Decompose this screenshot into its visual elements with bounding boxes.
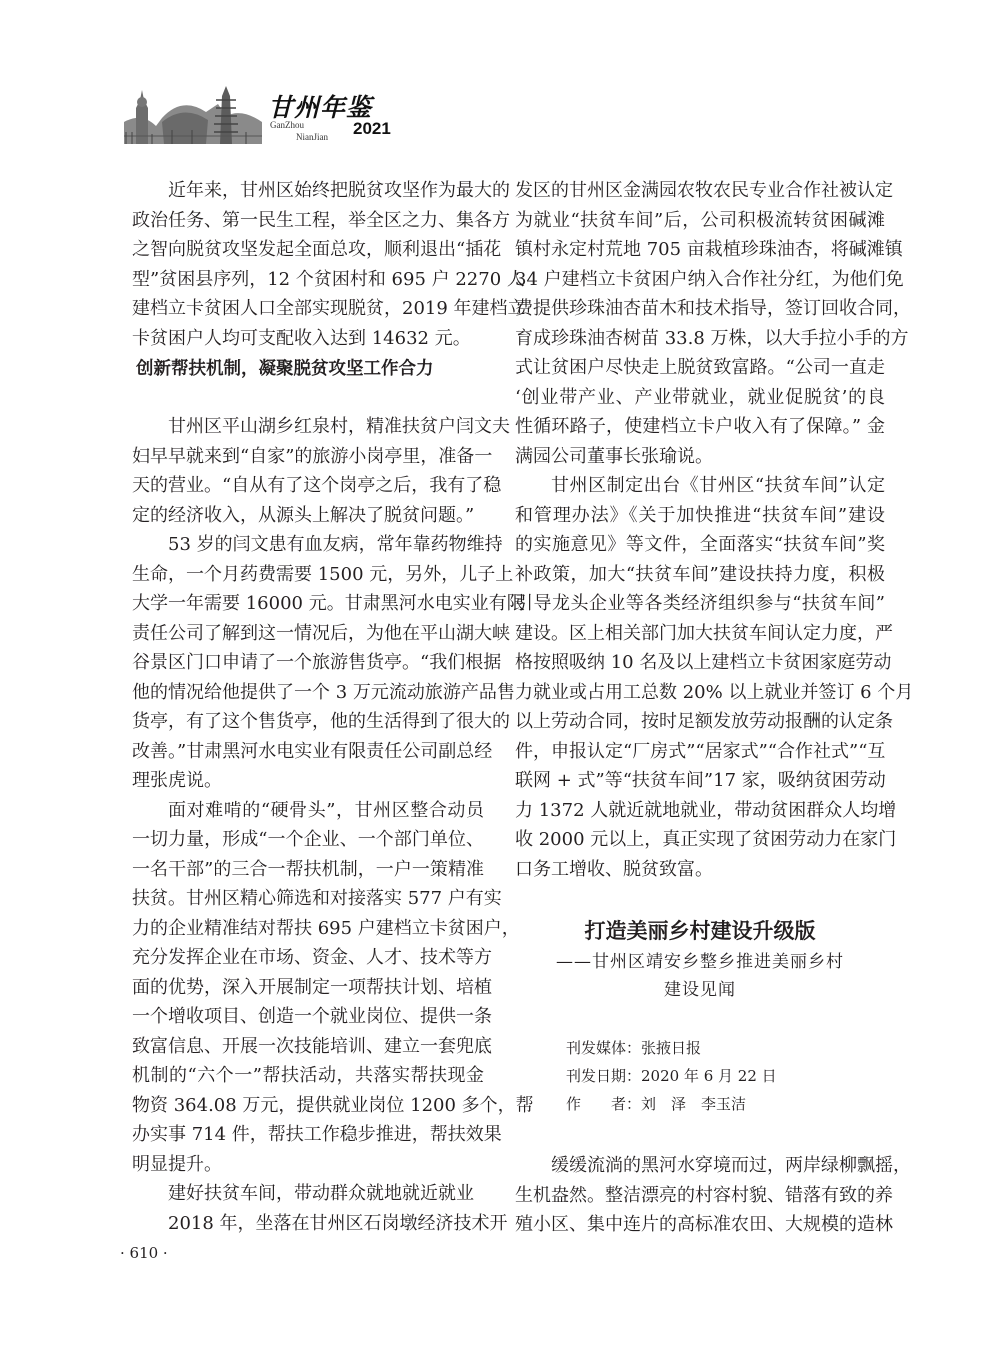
right-column [515,176,914,884]
text-line: 育成珍珠油杏树苗 33.8 万株，以大手拉小手的方 [515,327,909,349]
article-meta-date: 刊发日期：2020 年 6 月 22 日 [566,1067,777,1085]
text-line: 充分发挥企业在市场、资金、人才、技术等方 [132,947,492,968]
paragraph [515,176,911,471]
text-line: 货亭，有了这个售货亭，他的生活得到了很大的 [132,711,510,732]
text-line: 他的情况给他提供了一个 3 万元流动旅游产品售 [132,681,515,703]
text-line: 一名干部”的三合一帮扶机制，一户一策精准 [132,858,484,880]
article-meta-author: 作 者：刘 泽 李玉洁 [566,1095,747,1113]
yearbook-logo-en-1: GanZhou [270,120,304,130]
text-line: 谷景区门口申请了一个旅游售货亭。“我们根据 [132,652,502,673]
paragraph [515,471,914,884]
text-line: 责任公司了解到这一情况后，为他在平山湖大峡 [132,622,510,644]
paragraph [515,1151,911,1240]
text-line: 力的企业精准结对帮扶 695 户建档立卡贫困户， [132,917,520,939]
text-line: 性循环路子，使建档立卡户收入有了保障。” 金 [515,416,885,437]
text-line: 发区的甘州区金满园农牧农民专业合作社被认定 [515,180,893,201]
article-subtitle-cont: 建设见闻 [664,980,736,1000]
text-line: 甘州区平山湖乡红泉村，精准扶贫户闫文夫 [168,416,510,437]
text-line: 扶贫。甘州区精心筛选和对接落实 577 户有实 [132,888,502,909]
text-line: 之智向脱贫攻坚发起全面总攻，顺利退出“插花 [132,239,502,260]
paragraph [132,412,510,530]
text-line: 致富信息、开展一次技能培训、建立一套兜底 [132,1035,492,1057]
yearbook-logo-en-2: NianJian [296,132,328,142]
text-line: 引导龙头企业等各类经济组织参与“扶贫车间” [515,593,885,614]
text-line: ‘创业带产业、产业带就业，就业促脱贫’的良 [515,386,885,408]
paragraph [132,530,525,796]
text-line: 理张虎说。 [132,770,222,791]
text-line: 大学一年需要 16000 元。甘肃黑河水电实业有限 [132,593,525,614]
paragraph [132,796,534,1180]
text-line: 53 岁的闫文患有血友病，常年靠药物维持 [168,534,503,555]
text-line: 生命，一个月药费需要 1500 元，另外，儿子上 [132,563,514,585]
text-line: 费提供珍珠油杏苗木和技术指导，签订回收合同， [515,298,911,319]
text-line: 殖小区、集中连片的高标准农田、大规模的造林 [515,1214,893,1235]
text-line: 式让贫困户尽快走上脱贫致富路。“公司一直走 [515,357,885,378]
text-line: 口务工增收、脱贫致富。 [515,858,713,880]
yearbook-year: 2021 [353,119,391,138]
text-line: 妇早早就来到“自家”的旅游小岗亭里，准备一 [132,445,493,467]
text-line: 建档立卡贫困人口全部实现脱贫，2019 年建档立 [132,298,526,319]
paragraph [132,1179,484,1209]
text-line: 定的经济收入，从源头上解决了脱贫问题。” [132,504,475,526]
left-column [132,176,534,1238]
text-line: 政治任务、第一民生工程，举全区之力、集各方 [132,209,510,231]
article-subtitle: ——甘州区靖安乡整乡推进美丽乡村 [556,952,844,972]
text-line: 明显提升。 [132,1153,222,1175]
text-line: 近年来，甘州区始终把脱贫攻坚作为最大的 [168,180,510,201]
text-line: 一切力量，形成“一个企业、一个部门单位、 [132,829,484,850]
text-line: 面对难啃的“硬骨头”，甘州区整合动员 [168,799,484,821]
article-meta-media: 刊发媒体：张掖日报 [566,1039,702,1057]
text-line: 甘州区制定出台《甘州区“扶贫车间”认定 [551,475,885,496]
text-line: 满园公司董事长张瑜说。 [515,445,713,467]
text-line: 件，申报认定“厂房式”“居家式”“合作社式”“互 [515,740,886,762]
header-landmark-illustration [122,82,264,144]
page-number: · 610 · [120,1244,168,1262]
text-line: 建设。区上相关部门加大扶贫车间认定力度，严 [515,622,893,644]
text-line: 联网 + 式”等“扶贫车间”17 家，吸纳贫困劳动 [515,770,886,791]
text-line: 力 1372 人就近就地就业，带动贫困群众人均增 [515,799,897,821]
text-line: 生机盎然。整洁漂亮的村容村貌、错落有致的养 [515,1184,893,1206]
text-line: 为就业“扶贫车间”后，公司积极流转贫困碱滩 [515,209,885,231]
text-line: 建好扶贫车间，带动群众就地就近就业 [168,1183,474,1204]
text-line: 格按照吸纳 10 名及以上建档立卡贫困家庭劳动 [515,652,892,673]
text-line: 和管理办法》《关于加快推进“扶贫车间”建设 [515,504,885,526]
text-line: 力就业或占用工总数 20% 以上就业并签订 6 个月 [515,681,914,703]
yearbook-logo-text: 甘州年鉴 [268,93,373,122]
text-line: 镇村永定村荒地 705 亩栽植珍珠油杏，将碱滩镇 [515,239,903,260]
text-line: 以上劳动合同，按时足额发放劳动报酬的认定条 [515,711,893,732]
article-title: 打造美丽乡村建设升级版 [584,920,816,943]
text-line: 收 2000 元以上，真正实现了贫困劳动力在家门 [515,829,897,850]
text-line: 的实施意见》等文件，全面落实“扶贫车间”奖 [515,534,885,555]
paragraph [132,176,526,353]
paragraph [132,1209,508,1239]
text-line: 办实事 714 件，帮扶工作稳步推进，帮扶效果 [132,1124,502,1145]
text-line: 天的营业。“自从有了这个岗亭之后，我有了稳 [132,475,502,496]
text-line: 34 户建档立卡贫困户纳入合作社分红，为他们免 [515,268,904,290]
article-body [515,1151,911,1240]
text-line: 物资 364.08 万元，提供就业岗位 1200 多个，帮 [132,1094,534,1116]
text-line: 补政策，加大“扶贫车间”建设扶持力度，积极 [515,563,885,585]
text-line: 型”贫困县序列，12 个贫困村和 695 户 2270 人 [132,268,525,290]
spacer [132,383,484,412]
text-line: 一个增收项目、创造一个就业岗位、提供一条 [132,1006,492,1027]
text-line: 改善。”甘肃黑河水电实业有限责任公司副总经 [132,740,493,762]
text-line: 2018 年，坐落在甘州区石岗墩经济技术开 [168,1212,508,1234]
text-line: 面的优势，深入开展制定一项帮扶计划、培植 [132,976,492,998]
text-line: 机制的“六个一”帮扶活动，共落实帮扶现金 [132,1065,484,1086]
text-line: 缓缓流淌的黑河水穿境而过，两岸绿柳飘摇， [551,1155,911,1176]
text-line: 卡贫困户人均可支配收入达到 14632 元。 [132,327,471,349]
section-heading: 创新帮扶机制，凝聚脱贫攻坚工作合力 [136,358,434,378]
